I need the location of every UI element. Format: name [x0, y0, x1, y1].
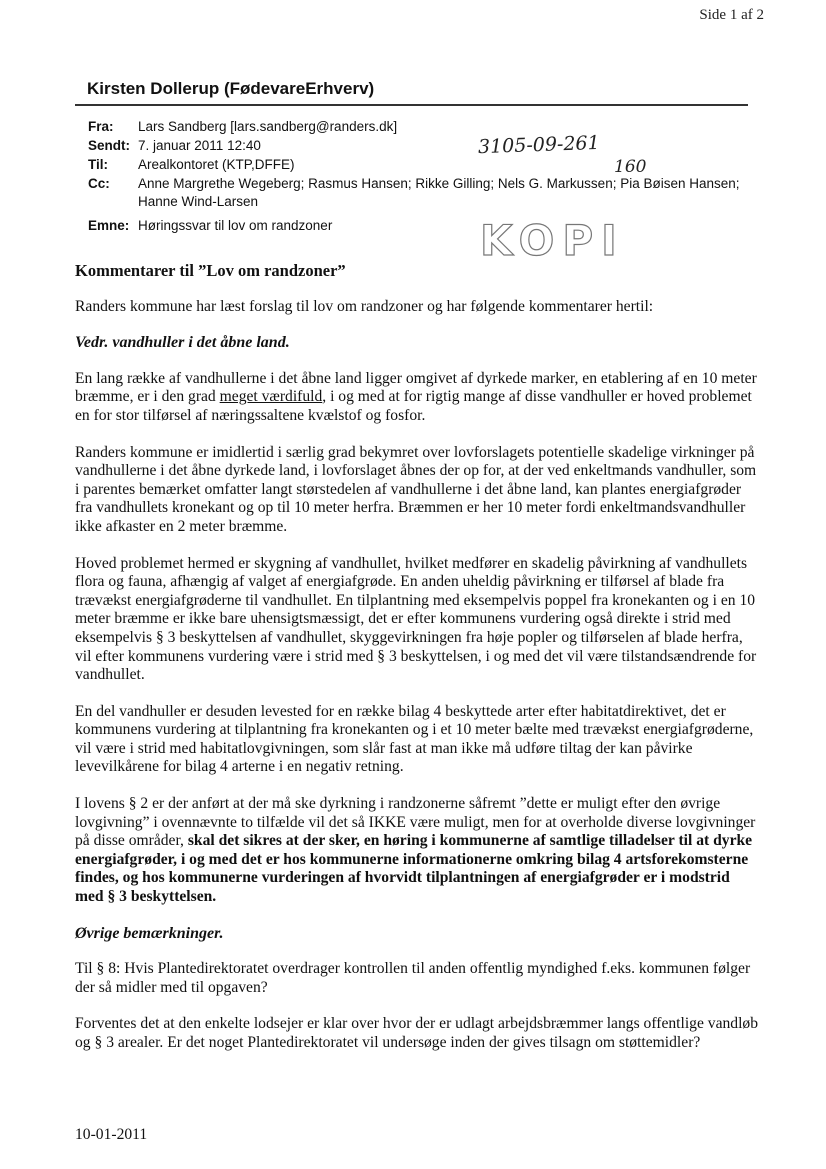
paragraph-1-underlined: meget værdifuld — [219, 388, 323, 406]
paragraph-6: Til § 8: Hvis Plantedirektoratet overdrager kontrollen til anden offentlig myndighed f.eks. kommunen følger der så midler med til opgaven? — [75, 960, 751, 996]
from-row — [88, 118, 748, 136]
section-heading-other-remarks: Øvrige bemærkninger. — [75, 924, 224, 942]
paragraph-5 — [75, 795, 760, 907]
to-row — [88, 156, 748, 174]
handwritten-page-number: 160 — [614, 157, 647, 177]
subject-label: Emne: — [88, 218, 130, 233]
paragraph-1 — [75, 370, 760, 426]
subject-row — [88, 217, 748, 235]
letter-heading: Kommentarer til ”Lov om randzoner” — [75, 261, 346, 280]
paragraph-1-part-b: , i og med at for rigtig mange af disse vandhuller er hoved problemet en for stor tilførsel af næringssaltene kvælstof og fosfor. — [75, 388, 752, 424]
paragraph-4: En del vandhuller er desuden levested for en række bilag 4 beskyttede arter efter habitatdirektivet, det er kommunens vurdering at tilplantning fra kronekanten og i et 10 meter bælte med trævækst energiafgrøderne, vil være i strid med habitatlovgivningen, som slår fast at man ikke må udføre tiltag der kan påvirke levevilkårene for bilag 4 arterne i en negativ retning. — [75, 702, 754, 776]
section-heading-ponds: Vedr. vandhuller i det åbne land. — [75, 334, 290, 352]
cc-row — [88, 175, 748, 211]
intro-paragraph: Randers kommune har læst forslag til lov om randzoner og har følgende kommentarer hertil: — [75, 297, 654, 315]
cc-label: Cc: — [88, 176, 110, 191]
paragraph-5-bold: skal det sikres at der sker, en høring i kommunerne af samtlige tilladelser til at dyrke energiafgrøder, i og med det er hos kommunerne informationerne omkring bilag 4 artsforekomsterne findes, og hos kommunerne vurderingen af hvorvidt tilplantningen af energiafgrøder er i modstrid med § 3 beskyttelsen. — [75, 832, 753, 906]
sender-title: Kirsten Dollerup (FødevareErhverv) — [87, 79, 375, 98]
sent-row — [88, 137, 748, 155]
cc-value: Anne Margrethe Wegeberg; Rasmus Hansen; Rikke Gilling; Nels G. Markussen; Pia Bøisen Hansen; Hanne Wind-Larsen — [138, 176, 740, 209]
email-metadata — [88, 118, 748, 236]
paragraph-3: Hoved problemet hermed er skygning af vandhullet, hvilket medfører en skadelig påvirkning af vandhullets flora og fauna, afhængig af valget af energiafgrøde. En anden uheldig påvirkning er tilførsel af blade fra trævækst energiafgrøderne til vandhullet. En tilplantning med eksempelvis poppel fra kronekanten og i en 10 meter bræmme er ikke bare uhensigtsmæssigt, det er efter kommunens vurdering også direkte i strid med eksempelvis § 3 beskyttelsen af vandhullet, skyggevirkningen fra høje popler og tilførselen af blade herfra, vil efter kommunens vurdering være i strid med § 3 beskyttelsen, i og med det vil være tilstandsændrende for vandhullet. — [75, 554, 757, 684]
paragraph-2: Randers kommune er imidlertid i særlig grad bekymret over lovforslagets potentielle skadelige virkninger på vandhullerne i det åbne dyrkede land, i lovforslaget åbnes der op for, at der ved enkeltmands vandhuller, som i parentes bemærket omfatter langt størstedelen af vandhullerne i det åbne land, kan plantes energiafgrøder fra vandhullets kronekant og op til 10 meter herfra. Bræmmen er her 10 meter fordi enkeltmandsvandhuller ikke afkaster en 2 meter bræmme. — [75, 443, 757, 535]
header-divider — [75, 104, 748, 106]
sent-value: 7. januar 2011 12:40 — [138, 138, 261, 153]
kopi-stamp: KOPI — [480, 216, 625, 265]
paragraph-7: Forventes det at den enkelte lodsejer er klar over hvor der er udlagt arbejdsbræmmer langs offentlige vandløb og § 3 arealer. Er det noget Plantedirektoratet vil undersøge inden der gives tilsagn om støttemidler? — [75, 1015, 759, 1051]
page-number: Side 1 af 2 — [699, 7, 764, 23]
to-value: Arealkontoret (KTP,DFFE) — [138, 157, 295, 172]
to-label: Til: — [88, 157, 108, 172]
subject-value: Høringssvar til lov om randzoner — [138, 218, 333, 233]
paragraph-1-part-a: En lang række af vandhullerne i det åbne land ligger omgivet af dyrkede marker, en etablering af en 10 meter bræmme, er i den grad — [75, 369, 757, 406]
from-value: Lars Sandberg [lars.sandberg@randers.dk] — [138, 119, 398, 134]
from-label: Fra: — [88, 119, 114, 134]
sent-label: Sendt: — [88, 138, 130, 153]
letter-body — [75, 262, 760, 1071]
footer-date: 10-01-2011 — [75, 1126, 148, 1143]
handwritten-case-number: 3105-09-261 — [477, 131, 600, 159]
paragraph-5-part-a: I lovens § 2 er der anført at der må ske dyrkning i randzonerne såfremt ”dette er muligt efter den øvrige lovgivning” i ovennævnte to tilfælde vil det så IKKE være muligt, men for at overholde diverse lovgivninger på disse områder, — [75, 795, 756, 850]
